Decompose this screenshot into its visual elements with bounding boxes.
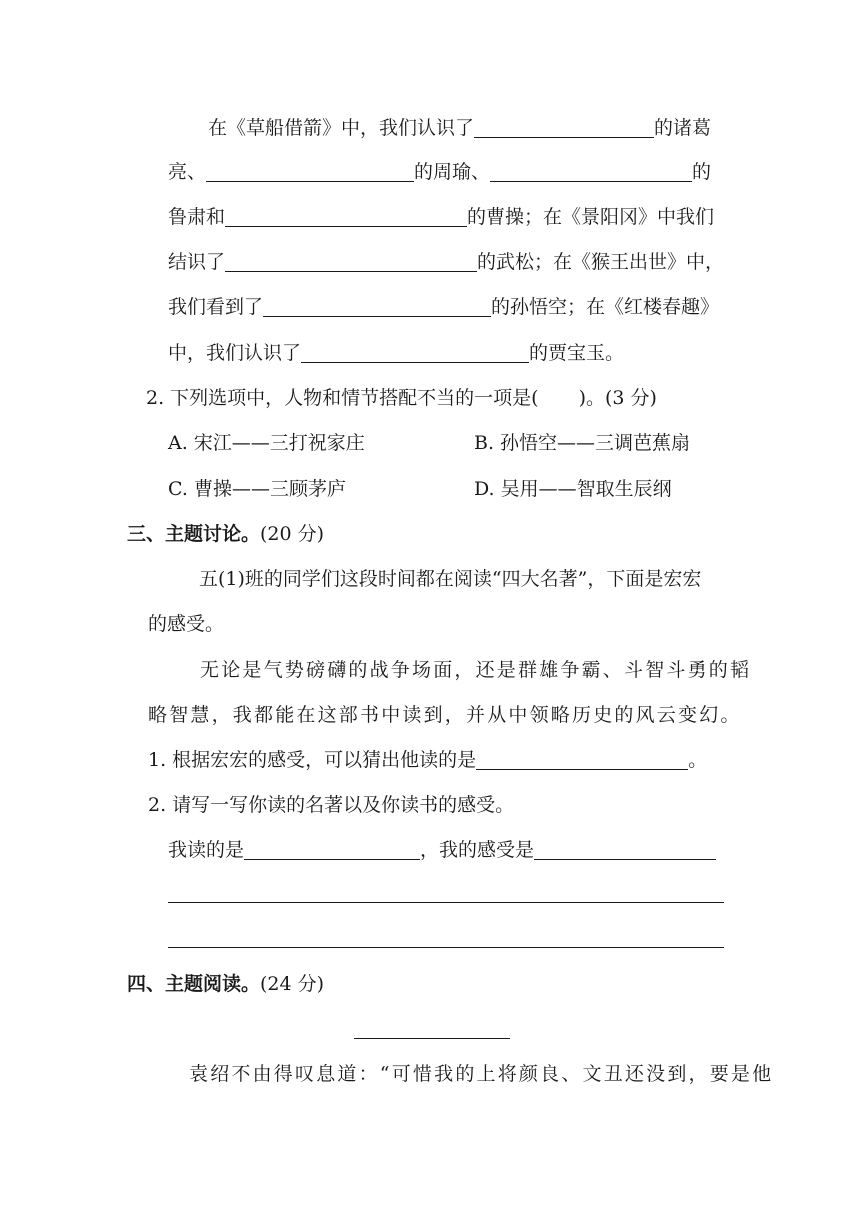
answer-blank[interactable] bbox=[244, 839, 420, 860]
section-3-answer-line: 我读的是 ，我的感受是 bbox=[168, 836, 716, 864]
passage-line-1: 袁绍不由得叹息道：“可惜我的上将颜良、文丑还没到，要是他 bbox=[189, 1063, 774, 1085]
answer-blank[interactable] bbox=[206, 161, 414, 182]
section-3-intro-2: 的感受。 bbox=[148, 613, 225, 635]
section-3-question-1: 1. 根据宏宏的感受，可以猜出他读的是 。 bbox=[148, 749, 708, 771]
fill-line-5: 我们看到了 的孙悟空；在《红楼春趣》 bbox=[168, 296, 720, 318]
quote-line-1: 无论是气势磅礴的战争场面，还是群雄争霸、斗智斗勇的韬 bbox=[200, 659, 752, 681]
fill-line-2: 亮、 的周瑜、 的 bbox=[168, 161, 712, 183]
writing-rule-1[interactable] bbox=[168, 902, 724, 903]
option-a[interactable]: A. 宋江——三打祝家庄 bbox=[168, 432, 365, 454]
fill-line-4: 结识了 的武松；在《猴王出世》中， bbox=[168, 251, 725, 273]
quote-line-2: 略智慧，我都能在这部书中读到，并从中领略历史的风云变幻。 bbox=[148, 704, 742, 726]
option-b[interactable]: B. 孙悟空——三调芭蕉扇 bbox=[474, 432, 691, 454]
answer-blank[interactable] bbox=[225, 206, 467, 227]
section-4-heading: 四、主题阅读。(24 分) bbox=[127, 973, 325, 995]
answer-blank[interactable] bbox=[263, 296, 491, 317]
passage-title-blank[interactable] bbox=[354, 1038, 510, 1039]
option-c[interactable]: C. 曹操——三顾茅庐 bbox=[168, 478, 346, 500]
option-d[interactable]: D. 吴用——智取生辰纲 bbox=[474, 478, 672, 500]
fill-line-6: 中，我们认识了 的贾宝玉。 bbox=[168, 342, 625, 364]
answer-blank[interactable] bbox=[534, 839, 716, 860]
answer-blank[interactable] bbox=[476, 749, 688, 770]
fill-line-1: 在《草船借箭》中，我们认识了 的诸葛 bbox=[208, 117, 712, 139]
section-3-heading: 三、主题讨论。(20 分) bbox=[127, 523, 325, 545]
writing-rule-2[interactable] bbox=[168, 947, 724, 948]
section-3-question-2: 2. 请写一写你读的名著以及你读书的感受。 bbox=[148, 794, 515, 816]
question-2-stem: 2. 下列选项中，人物和情节搭配不当的一项是( )。(3 分) bbox=[146, 387, 657, 409]
answer-blank[interactable] bbox=[490, 161, 692, 182]
answer-blank[interactable] bbox=[474, 117, 654, 138]
answer-blank[interactable] bbox=[301, 342, 529, 363]
answer-blank[interactable] bbox=[225, 251, 477, 272]
section-3-intro-1: 五(1)班的同学们这段时间都在阅读“四大名著”，下面是宏宏 bbox=[199, 568, 702, 590]
fill-line-3: 鲁肃和 的曹操；在《景阳冈》中我们 bbox=[168, 206, 715, 228]
